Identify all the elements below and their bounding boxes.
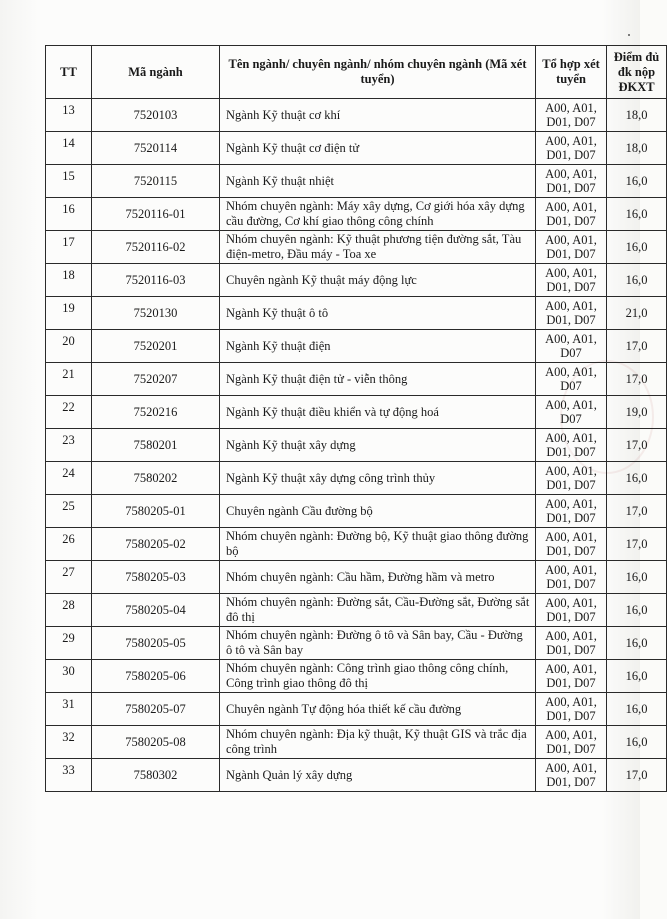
cell-diem: 17,0: [607, 330, 667, 363]
cell-diem: 21,0: [607, 297, 667, 330]
cell-ma-nganh: 7580205-03: [92, 561, 220, 594]
cell-to-hop: A00, A01, D01, D07: [536, 759, 607, 792]
table-row: [46, 297, 667, 330]
cell-to-hop: A00, A01, D01, D07: [536, 693, 607, 726]
cell-tt: 25: [46, 495, 92, 528]
table-row: [46, 660, 667, 693]
cell-ma-nganh: 7580201: [92, 429, 220, 462]
cell-to-hop: A00, A01, D01, D07: [536, 726, 607, 759]
cell-ten-nganh: Nhóm chuyên ngành: Địa kỹ thuật, Kỹ thuật GIS và trắc địa công trình: [220, 726, 536, 759]
cell-diem: 17,0: [607, 528, 667, 561]
table-row: [46, 528, 667, 561]
cell-to-hop: A00, A01, D01, D07: [536, 495, 607, 528]
cell-diem: 16,0: [607, 693, 667, 726]
table-row: [46, 99, 667, 132]
cell-to-hop: A00, A01, D01, D07: [536, 429, 607, 462]
cell-diem: 16,0: [607, 165, 667, 198]
cell-to-hop: A00, A01, D01, D07: [536, 231, 607, 264]
cell-ten-nganh: Ngành Kỹ thuật xây dựng: [220, 429, 536, 462]
cell-ten-nganh: Ngành Kỹ thuật điện tử - viễn thông: [220, 363, 536, 396]
cell-diem: 17,0: [607, 495, 667, 528]
table-row: [46, 330, 667, 363]
cell-ten-nganh: Nhóm chuyên ngành: Đường sắt, Cầu-Đường sắt, Đường sắt đô thị: [220, 594, 536, 627]
cell-ma-nganh: 7520103: [92, 99, 220, 132]
cell-ten-nganh: Ngành Kỹ thuật ô tô: [220, 297, 536, 330]
cell-tt: 29: [46, 627, 92, 660]
cell-tt: 33: [46, 759, 92, 792]
cell-to-hop: A00, A01, D01, D07: [536, 297, 607, 330]
table-row: [46, 495, 667, 528]
cell-ten-nganh: Nhóm chuyên ngành: Đường ô tô và Sân bay, Cầu - Đường ô tô và Sân bay: [220, 627, 536, 660]
cell-to-hop: A00, A01, D01, D07: [536, 594, 607, 627]
cell-to-hop: A00, A01, D01, D07: [536, 165, 607, 198]
cell-tt: 15: [46, 165, 92, 198]
header-diem: Điểm đủ đk nộp ĐKXT: [607, 46, 667, 99]
cell-tt: 21: [46, 363, 92, 396]
table-row: [46, 627, 667, 660]
cell-ma-nganh: 7580205-08: [92, 726, 220, 759]
cell-tt: 16: [46, 198, 92, 231]
cell-ten-nganh: Nhóm chuyên ngành: Đường bộ, Kỹ thuật giao thông đường bộ: [220, 528, 536, 561]
cell-ma-nganh: 7580205-01: [92, 495, 220, 528]
cell-tt: 14: [46, 132, 92, 165]
cell-ten-nganh: Ngành Kỹ thuật xây dựng công trình thủy: [220, 462, 536, 495]
cell-ten-nganh: Nhóm chuyên ngành: Cầu hầm, Đường hầm và metro: [220, 561, 536, 594]
cell-diem: 18,0: [607, 132, 667, 165]
cell-tt: 28: [46, 594, 92, 627]
cell-tt: 30: [46, 660, 92, 693]
cell-to-hop: A00, A01, D01, D07: [536, 627, 607, 660]
table-row: [46, 132, 667, 165]
table-body: [46, 99, 667, 792]
cell-ma-nganh: 7580205-02: [92, 528, 220, 561]
table-header-row: [46, 46, 667, 99]
cell-ma-nganh: 7520130: [92, 297, 220, 330]
cell-to-hop: A00, A01, D07: [536, 363, 607, 396]
table-row: [46, 363, 667, 396]
cell-ten-nganh: Ngành Kỹ thuật cơ điện tử: [220, 132, 536, 165]
cell-ma-nganh: 7580202: [92, 462, 220, 495]
header-to-hop: Tổ hợp xét tuyển: [536, 46, 607, 99]
table-row: [46, 396, 667, 429]
cell-ma-nganh: 7580205-05: [92, 627, 220, 660]
cell-ma-nganh: 7520116-01: [92, 198, 220, 231]
cell-ten-nganh: Ngành Quản lý xây dựng: [220, 759, 536, 792]
cell-ma-nganh: 7580205-07: [92, 693, 220, 726]
cell-diem: 17,0: [607, 429, 667, 462]
cell-tt: 18: [46, 264, 92, 297]
cell-ten-nganh: Nhóm chuyên ngành: Công trình giao thông công chính, Công trình giao thông đô thị: [220, 660, 536, 693]
cell-to-hop: A00, A01, D01, D07: [536, 462, 607, 495]
table-row: [46, 462, 667, 495]
cell-diem: 16,0: [607, 594, 667, 627]
cell-tt: 20: [46, 330, 92, 363]
cell-to-hop: A00, A01, D07: [536, 396, 607, 429]
cell-ma-nganh: 7520116-02: [92, 231, 220, 264]
table-row: [46, 429, 667, 462]
cell-tt: 31: [46, 693, 92, 726]
cell-ma-nganh: 7520115: [92, 165, 220, 198]
cell-ten-nganh: Ngành Kỹ thuật nhiệt: [220, 165, 536, 198]
cell-ma-nganh: 7520201: [92, 330, 220, 363]
cell-to-hop: A00, A01, D01, D07: [536, 660, 607, 693]
cell-ten-nganh: Chuyên ngành Kỹ thuật máy động lực: [220, 264, 536, 297]
table-row: [46, 726, 667, 759]
cell-diem: 16,0: [607, 561, 667, 594]
cell-tt: 26: [46, 528, 92, 561]
cell-ma-nganh: 7580205-06: [92, 660, 220, 693]
cell-to-hop: A00, A01, D01, D07: [536, 264, 607, 297]
cell-tt: 22: [46, 396, 92, 429]
cell-ma-nganh: 7580302: [92, 759, 220, 792]
cell-tt: 32: [46, 726, 92, 759]
table-row: [46, 231, 667, 264]
table-row: [46, 198, 667, 231]
cell-diem: 16,0: [607, 660, 667, 693]
cell-tt: 19: [46, 297, 92, 330]
cell-diem: 16,0: [607, 627, 667, 660]
cell-diem: 19,0: [607, 396, 667, 429]
table-row: [46, 264, 667, 297]
cell-diem: 16,0: [607, 198, 667, 231]
cell-ma-nganh: 7520116-03: [92, 264, 220, 297]
cell-diem: 16,0: [607, 726, 667, 759]
cell-diem: 16,0: [607, 264, 667, 297]
cell-to-hop: A00, A01, D01, D07: [536, 561, 607, 594]
cell-ma-nganh: 7520216: [92, 396, 220, 429]
cell-tt: 24: [46, 462, 92, 495]
header-ma-nganh: Mã ngành: [92, 46, 220, 99]
cell-ma-nganh: 7520114: [92, 132, 220, 165]
table-row: [46, 594, 667, 627]
cell-tt: 13: [46, 99, 92, 132]
admission-score-table: [45, 45, 667, 792]
cell-ten-nganh: Ngành Kỹ thuật điều khiển và tự động hoá: [220, 396, 536, 429]
cell-ten-nganh: Ngành Kỹ thuật điện: [220, 330, 536, 363]
cell-diem: 16,0: [607, 231, 667, 264]
cell-diem: 17,0: [607, 363, 667, 396]
speck: [628, 34, 630, 36]
table-row: [46, 561, 667, 594]
cell-ten-nganh: Chuyên ngành Tự động hóa thiết kế cầu đường: [220, 693, 536, 726]
cell-tt: 23: [46, 429, 92, 462]
cell-to-hop: A00, A01, D01, D07: [536, 198, 607, 231]
header-tt: TT: [46, 46, 92, 99]
cell-ten-nganh: Chuyên ngành Cầu đường bộ: [220, 495, 536, 528]
cell-ten-nganh: Nhóm chuyên ngành: Kỹ thuật phương tiện đường sắt, Tàu điện-metro, Đầu máy - Toa xe: [220, 231, 536, 264]
cell-to-hop: A00, A01, D07: [536, 330, 607, 363]
cell-diem: 17,0: [607, 759, 667, 792]
cell-to-hop: A00, A01, D01, D07: [536, 99, 607, 132]
cell-ma-nganh: 7520207: [92, 363, 220, 396]
cell-diem: 18,0: [607, 99, 667, 132]
header-ten-nganh: Tên ngành/ chuyên ngành/ nhóm chuyên ngành (Mã xét tuyển): [220, 46, 536, 99]
cell-ten-nganh: Nhóm chuyên ngành: Máy xây dựng, Cơ giới hóa xây dựng cầu đường, Cơ khí giao thông công chính: [220, 198, 536, 231]
table-row: [46, 759, 667, 792]
table-row: [46, 693, 667, 726]
cell-ma-nganh: 7580205-04: [92, 594, 220, 627]
cell-to-hop: A00, A01, D01, D07: [536, 132, 607, 165]
cell-ten-nganh: Ngành Kỹ thuật cơ khí: [220, 99, 536, 132]
cell-tt: 17: [46, 231, 92, 264]
cell-to-hop: A00, A01, D01, D07: [536, 528, 607, 561]
cell-diem: 16,0: [607, 462, 667, 495]
cell-tt: 27: [46, 561, 92, 594]
table-row: [46, 165, 667, 198]
